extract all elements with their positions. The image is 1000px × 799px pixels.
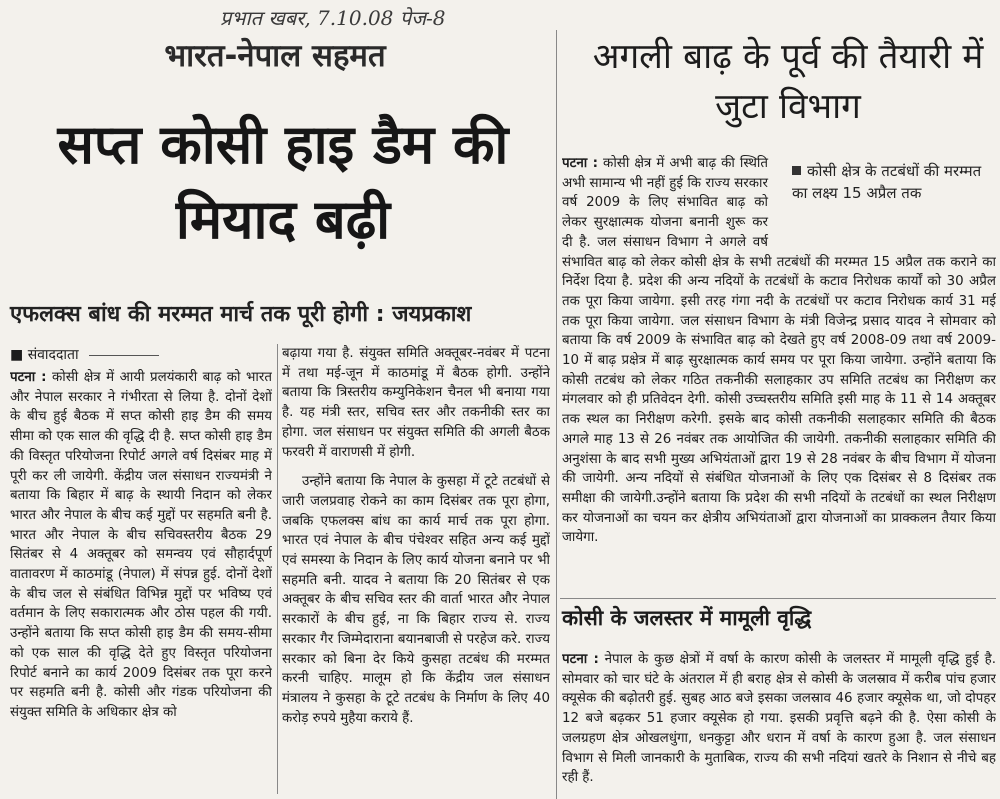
left-article-column-1	[10, 368, 272, 798]
column-paragraph	[10, 368, 272, 723]
byline	[10, 345, 270, 364]
main-headline: सप्त कोसी हाइ डैम की मियाद बढ़ी	[57, 113, 509, 251]
byline-rule	[89, 355, 159, 356]
dateline: पटना :	[10, 370, 47, 385]
left-article-column-2	[282, 344, 550, 798]
kicker-heading: भारत-नेपाल सहमत	[164, 38, 386, 74]
body-text: नेपाल के कुछ क्षेत्रों में वर्षा के कारण कोसी के जलस्तर में मामूली वृद्धि हुई है. सोमवार को चार घंटे के अंतराल में ही बराह क्षेत्र से कोसी के जलस्राव में करीब पांच हजार क्यूसेक की बढ़ोतरी हुई. सुबह आठ बजे इसका जलस्राव 46 हजार क्यूसेक था, जो दोपहर 12 बजे बढ़कर 51 हजार क्यूसेक हो गया. इसकी प्रवृत्ति बढ़ने की है. ऐसा कोसी के जलग्रहण क्षेत्र ओखलधुंगा, धनकुट्टा और धरान में वर्षा के कारण हुआ है. जल संसाधन विभाग से मिली जानकारी के मुताबिक, राज्य की सभी नदियां खतरे के निशान से नीचे बह रही हैं.	[562, 652, 996, 786]
right-article-body	[562, 154, 996, 596]
clipping-note: प्रभात खबर, 7.10.08 पेज-8	[220, 6, 446, 30]
subheadline: एफलक्स बांध की मरम्मत मार्च तक पूरी होगी : जयप्रकाश	[10, 302, 472, 327]
column-divider	[277, 344, 278, 794]
body-paragraph: बढ़ाया गया है. संयुक्त समिति अक्तूबर-नवंबर में पटना में तथा मई-जून में काठमांडू में बैठक होगी. उन्होंने बताया कि त्रिस्तरीय कम्युनिकेशन चैनल भी बनाया गया है. यह मंत्री स्तर, सचिव स्तर और तकनीकी स्तर का होगा. जल संसाधन पर संयुक्त समिति की अगली बैठक फरवरी में वाराणसी में होगी.	[282, 346, 550, 460]
body-text: कोसी क्षेत्र में आयी प्रलयंकारी बाढ़ को भारत और नेपाल सरकार ने गंभीरता से लिया है. दोनों देशों के बीच हुई बैठक में सप्त कोसी हाइ डैम की समय सीमा को एक साल की वृद्धि दी है. सप्त कोसी हाइ डैम की विस्तृत परियोजना रिपोर्ट अगले वर्ष दिसंबर माह में पूरी कर ली जायेगी. केंद्रीय जल संसाधन राज्यमंत्री ने बताया कि बिहार में बाढ़ के स्थायी निदान को लेकर भारत और नेपाल के बीच कई मुद्दों पर सहमति बनी है. भारत और नेपाल के बीच सचिवस्तरीय बैठक 29 सितंबर से 4 अक्तूबर को समन्वय एवं सौहार्दपूर्ण वातावरण में काठमांडू (नेपाल) में संपन्न हुई. दोनों देशों के बीच जल से संबंधित विभिन्न मुद्दों पर भविष्य एवं वर्तमान के लिए सकारात्मक और ठोस पहल की गयी. उन्होंने बताया कि सप्त कोसी हाइ डैम की समय-सीमा को एक साल की वृद्धि देते हुए विस्तृत परियोजना रिपोर्ट बनाने का कार्य 2009 दिसंबर तक पूरा करने पर सहमति बनी है. कोसी और गंडक परियोजना की संयुक्त समिति के अधिकार क्षेत्र को	[10, 370, 272, 720]
body-paragraph	[562, 154, 996, 548]
body-paragraph	[562, 650, 996, 788]
dateline: पटना :	[562, 652, 599, 667]
side-article-body	[562, 650, 996, 795]
right-headline: अगली बाढ़ के पूर्व की तैयारी में जुटा विभाग	[592, 37, 984, 128]
article-divider	[560, 598, 996, 599]
byline-text: संवाददाता	[27, 347, 79, 363]
side-headline: कोसी के जलस्तर में मामूली वृद्धि	[562, 606, 812, 630]
body-paragraph: उन्होंने बताया कि नेपाल के कुसहा में टूटे तटबंधों से जारी जलप्रवाह रोकने का काम दिसंबर तक पूरा होगा, जबकि एफलक्स बांध का कार्य मार्च तक पूरा होगा. भारत एवं नेपाल के बीच पंचेश्वर सहित अन्य कई मुद्दों एवं समस्या के निदान के लिए कार्य योजना बनाने पर भी सहमति बनी. यादव ने बताया कि 20 सितंबर से एक अक्तूबर के बीच सचिव स्तर की वार्ता भारत और नेपाल सरकारों के बीच हुई, ना कि बिहार राज्य से. राज्य सरकार गैर जिम्मेदाराना बयानबाजी से परहेज करे. राज्य सरकार को बिना देर किये कुसहा तटबंध की मरम्मत करनी चाहिए. मालूम हो कि केंद्रीय जल संसाधन मंत्रालय ने कुसहा के टूटे तटबंध के निर्माण के लिए 40 करोड़ रुपये मुहैया कराये हैं.	[282, 474, 550, 726]
dateline: पटना :	[562, 156, 599, 171]
byline-square-icon: ■	[10, 347, 24, 363]
section-divider	[556, 30, 557, 799]
pull-quote-text: कोसी क्षेत्र के तटबंधों की मरम्मत का लक्ष्य 15 अप्रैल तक	[792, 162, 982, 202]
pull-quote-space	[768, 154, 996, 240]
body-text: कोसी क्षेत्र में अभी बाढ़ की स्थिति अभी सामान्य भी नहीं हुई कि राज्य सरकार वर्ष 2009 के लिए संभावित बाढ़ को लेकर सुरक्षात्मक योजना बनानी शुरू कर दी है. जल संसाधन विभाग ने अगले वर्ष संभावित बाढ़ को लेकर कोसी क्षेत्र के सभी तटबंधों की मरम्मत 15 अप्रैल तक कराने का निर्देश दिया है. प्रदेश की अन्य नदियों के तटबंधों के कटाव निरोधक कार्यों को 30 अप्रैल तक पूरा किया जायेगा. इसी तरह गंगा नदी के तटबंधों पर कटाव निरोधक कार्य 31 मई तक पूरा किया जायेगा. जल संसाधन विभाग के मंत्री विजेन्द्र प्रसाद यादव ने सोमवार को बताया कि वर्ष 2009 के संभावित बाढ़ को देखते हुए वर्ष 2008-09 तथा वर्ष 2009-10 में बाढ़ प्रक्षेत्र में बाढ़ सुरक्षात्मक कार्य समय पर पूरा किया जायेगा. उन्होंने बताया कि कोसी तटबंध को लेकर गठित तकनीकी सलाहकार उप समिति तटबंध का निरीक्षण कर मंगलवार को ही प्रतिवेदन देगी. कोसी उच्चस्तरीय समिति इसी माह के 11 से 14 अक्तूबर तक स्थल का निरीक्षण करेगी. इसके बाद कोसी तकनीकी सलाहकार समिति की बैठक अगले माह 13 से 26 नवंबर तक आयोजित की जायेगी. तकनीकी सलाहकार समिति की अनुशंसा के बाद सभी मुख्य अभियंताओं द्वारा 19 से 28 नवंबर के बीच विभाग में योजना की जायेगी. अन्य नदियों से संबंधित योजनाओं के लिए एक दिसंबर से 8 दिसंबर तक समीक्षा की जायेगी.उन्होंने बताया कि प्रदेश की सभी नदियों के तटबंधों का स्थल निरीक्षण कर योजनाओं का चयन कर क्षेत्रीय अभियंताओं द्वारा योजनाओं का प्राक्कलन तैयार किया जायेगा.	[562, 156, 996, 546]
